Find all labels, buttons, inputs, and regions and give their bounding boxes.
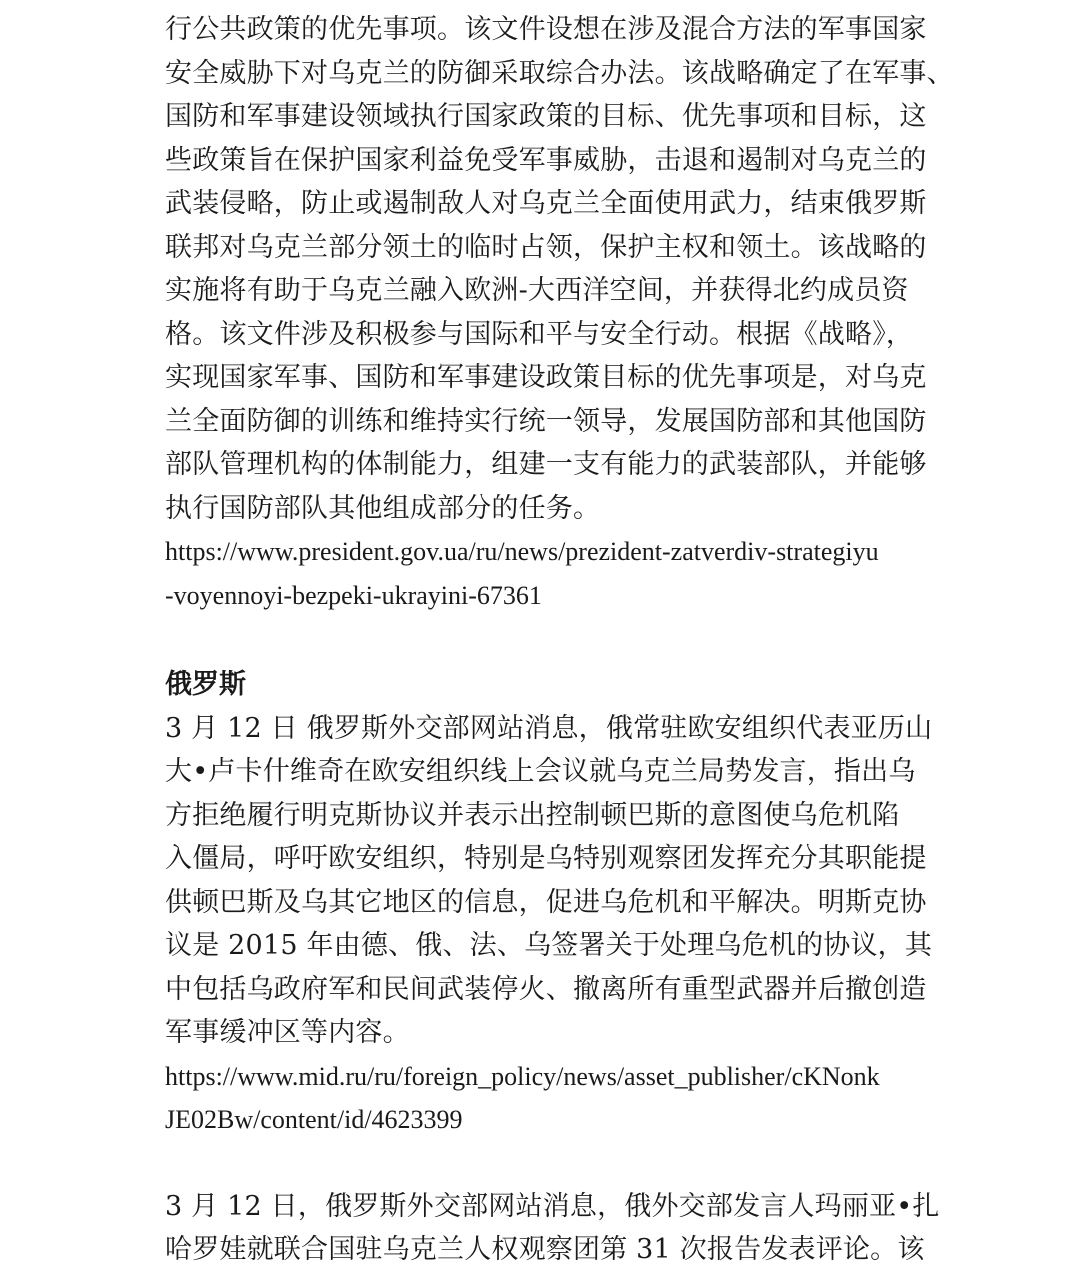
- source-url-mid: [165, 1055, 925, 1142]
- paragraph-line: 方拒绝履行明克斯协议并表示出控制顿巴斯的意图使乌危机陷: [165, 799, 900, 831]
- ukraine-strategy-paragraph: [165, 8, 954, 530]
- paragraph-line: 3 月 12 日 俄罗斯外交部网站消息，俄常驻欧安组织代表亚历山: [165, 712, 933, 744]
- url-line: -voyennoyi-bezpeki-ukrayini-67361: [165, 580, 542, 610]
- paragraph-line: 议是 2015 年由德、俄、法、乌签署关于处理乌危机的协议，其: [165, 930, 933, 961]
- section-heading-russia: 俄罗斯: [165, 669, 246, 700]
- paragraph-line: 3 月 12 日，俄罗斯外交部网站消息，俄外交部发言人玛丽亚•扎: [165, 1190, 940, 1222]
- paragraph-line: 国防和军事建设领域执行国家政策的目标、优先事项和目标，这: [165, 101, 927, 132]
- paragraph-line: 格。该文件涉及积极参与国际和平与安全行动。根据《战略》，: [165, 318, 914, 350]
- paragraph-line: 实施将有助于乌克兰融入欧洲-大西洋空间，并获得北约成员资: [165, 275, 909, 306]
- paragraph-line: 些政策旨在保护国家利益免受军事威胁，击退和遏制对乌克兰的: [165, 144, 927, 176]
- paragraph-line: 执行国防部队其他组成部分的任务。: [165, 492, 601, 524]
- paragraph-line: 中包括乌政府军和民间武装停火、撤离所有重型武器并后撤创造: [165, 973, 927, 1005]
- paragraph-line: 哈罗娃就联合国驻乌克兰人权观察团第 31 次报告发表评论。该: [165, 1234, 925, 1265]
- russia-entry-2: [165, 1185, 940, 1272]
- url-line: https://www.president.gov.ua/ru/news/prezident-zatverdiv-strategiyu: [165, 537, 879, 566]
- document-page: [165, 8, 954, 1272]
- paragraph-line: 入僵局，呼吁欧安组织，特别是乌特别观察团发挥充分其职能提: [165, 843, 927, 874]
- paragraph-line: 安全威胁下对乌克兰的防御采取综合办法。该战略确定了在军事、: [165, 57, 954, 89]
- paragraph-line: 供顿巴斯及乌其它地区的信息，促进乌危机和平解决。明斯克协: [165, 886, 927, 918]
- paragraph-line: 军事缓冲区等内容。: [165, 1017, 410, 1048]
- paragraph-line: 武装侵略，防止或遏制敌人对乌克兰全面使用武力，结束俄罗斯: [165, 188, 927, 219]
- paragraph-line: 联邦对乌克兰部分领土的临时占领，保护主权和领土。该战略的: [165, 231, 927, 263]
- url-line: https://www.mid.ru/ru/foreign_policy/news/asset_publisher/cKNonk: [165, 1061, 880, 1091]
- source-url-president: [165, 530, 925, 617]
- paragraph-line: 行公共政策的优先事项。该文件设想在涉及混合方法的军事国家: [165, 14, 927, 45]
- paragraph-line: 实现国家军事、国防和军事建设政策目标的优先事项是，对乌克: [165, 362, 927, 393]
- url-line: JE02Bw/content/id/4623399: [165, 1105, 463, 1134]
- paragraph-line: 大•卢卡什维奇在欧安组织线上会议就乌克兰局势发言，指出乌: [165, 756, 916, 787]
- paragraph-line: 部队管理机构的体制能力，组建一支有能力的武装部队，并能够: [165, 449, 927, 480]
- russia-entry-1: [165, 707, 933, 1055]
- paragraph-line: 兰全面防御的训练和维持实行统一领导，发展国防部和其他国防: [165, 405, 927, 437]
